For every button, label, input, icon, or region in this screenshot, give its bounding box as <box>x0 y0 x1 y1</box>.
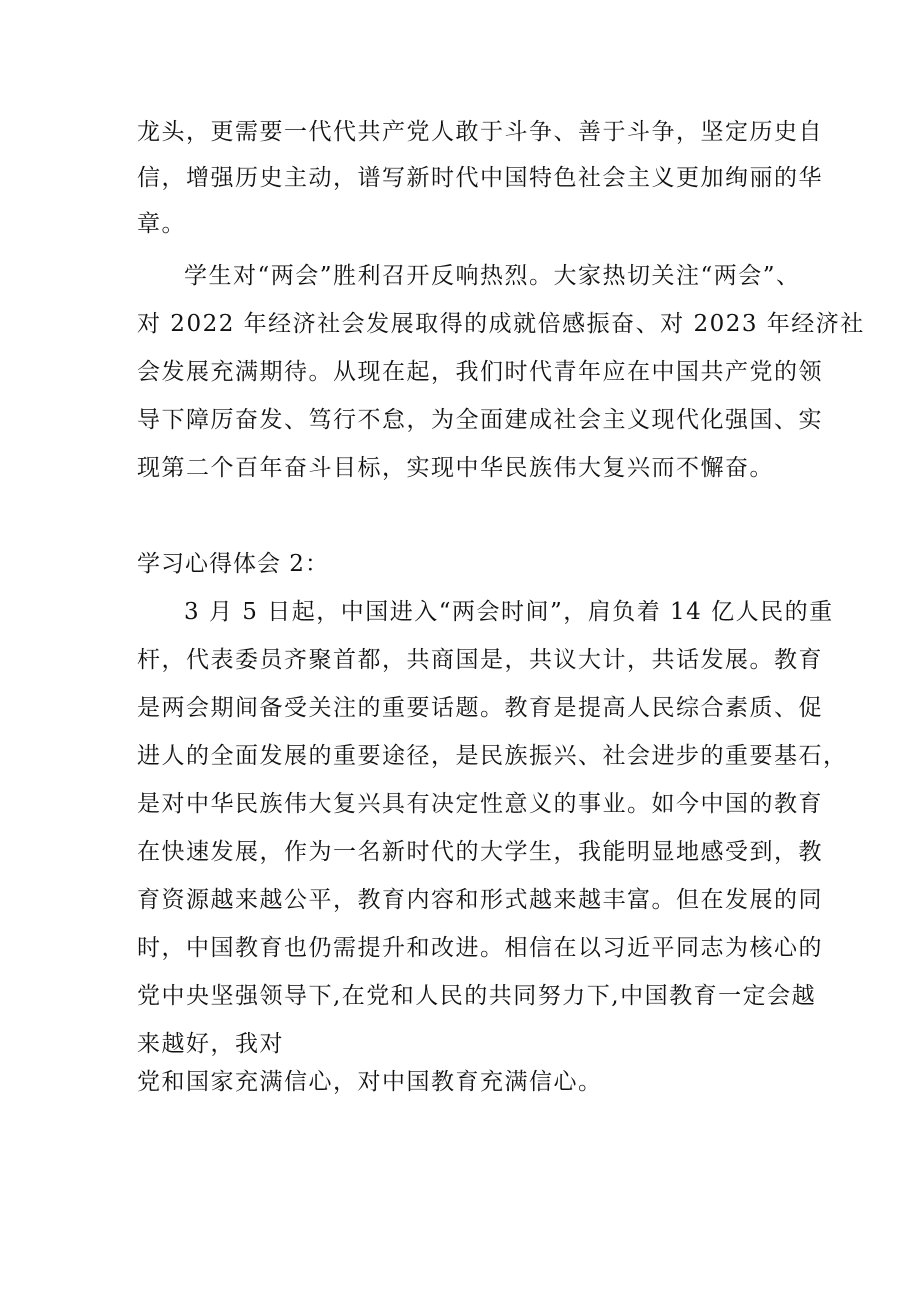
paragraph3-line: 党和国家充满信心，对中国教育充满信心。 <box>137 1069 603 1095</box>
paragraph2-line: 现第二个百年奋斗目标，实现中华民族伟大复兴而不懈奋。 <box>137 455 774 481</box>
paragraph2-line: 导下障厉奋发、笃行不怠，为全面建成社会主义现代化强国、实 <box>137 407 823 433</box>
paragraph3-line: 是两会期间备受关注的重要话题。教育是提高人民综合素质、促 <box>137 695 823 721</box>
paragraph3-line: 3 月 5 日起，中国进入“两会时间”，肩负着 14 亿人民的重 <box>184 599 834 625</box>
paragraph3-line: 进人的全面发展的重要途径，是民族振兴、社会进步的重要基石， <box>137 743 848 769</box>
paragraph2-line: 对 2022 年经济社会发展取得的成就倍感振奋、对 2023 年经济社 <box>137 311 865 337</box>
paragraph1-line: 章。 <box>137 211 186 237</box>
paragraph3-line: 党中央坚强领导下,在党和人民的共同努力下,中国教育一定会越 <box>137 983 817 1009</box>
paragraph1-line: 信，增强历史主动，谱写新时代中国特色社会主义更加绚丽的华 <box>137 165 823 191</box>
paragraph2-line: 会发展充满期待。从现在起，我们时代青年应在中国共产党的领 <box>137 359 823 385</box>
paragraph3-line: 时，中国教育也仍需提升和改进。相信在以习近平同志为核心的 <box>137 935 823 961</box>
paragraph3-line: 育资源越来越公平，教育内容和形式越来越丰富。但在发展的同 <box>137 887 823 913</box>
paragraph1-line: 龙头，更需要一代代共产党人敢于斗争、善于斗争，坚定历史自 <box>137 119 823 145</box>
paragraph3-line: 来越好，我对 <box>137 1031 284 1057</box>
paragraph3-line: 在快速发展，作为一名新时代的大学生，我能明显地感受到，教 <box>137 839 823 865</box>
paragraph3-line: 是对中华民族伟大复兴具有决定性意义的事业。如今中国的教育 <box>137 791 823 817</box>
paragraph2-line: 学生对“两会”胜利召开反响热烈。大家热切关注“两会”、 <box>184 263 801 289</box>
section-heading: 学习心得体会 2： <box>137 551 329 577</box>
paragraph3-line: 杆，代表委员齐聚首都，共商国是，共议大计，共话发展。教育 <box>137 647 823 673</box>
